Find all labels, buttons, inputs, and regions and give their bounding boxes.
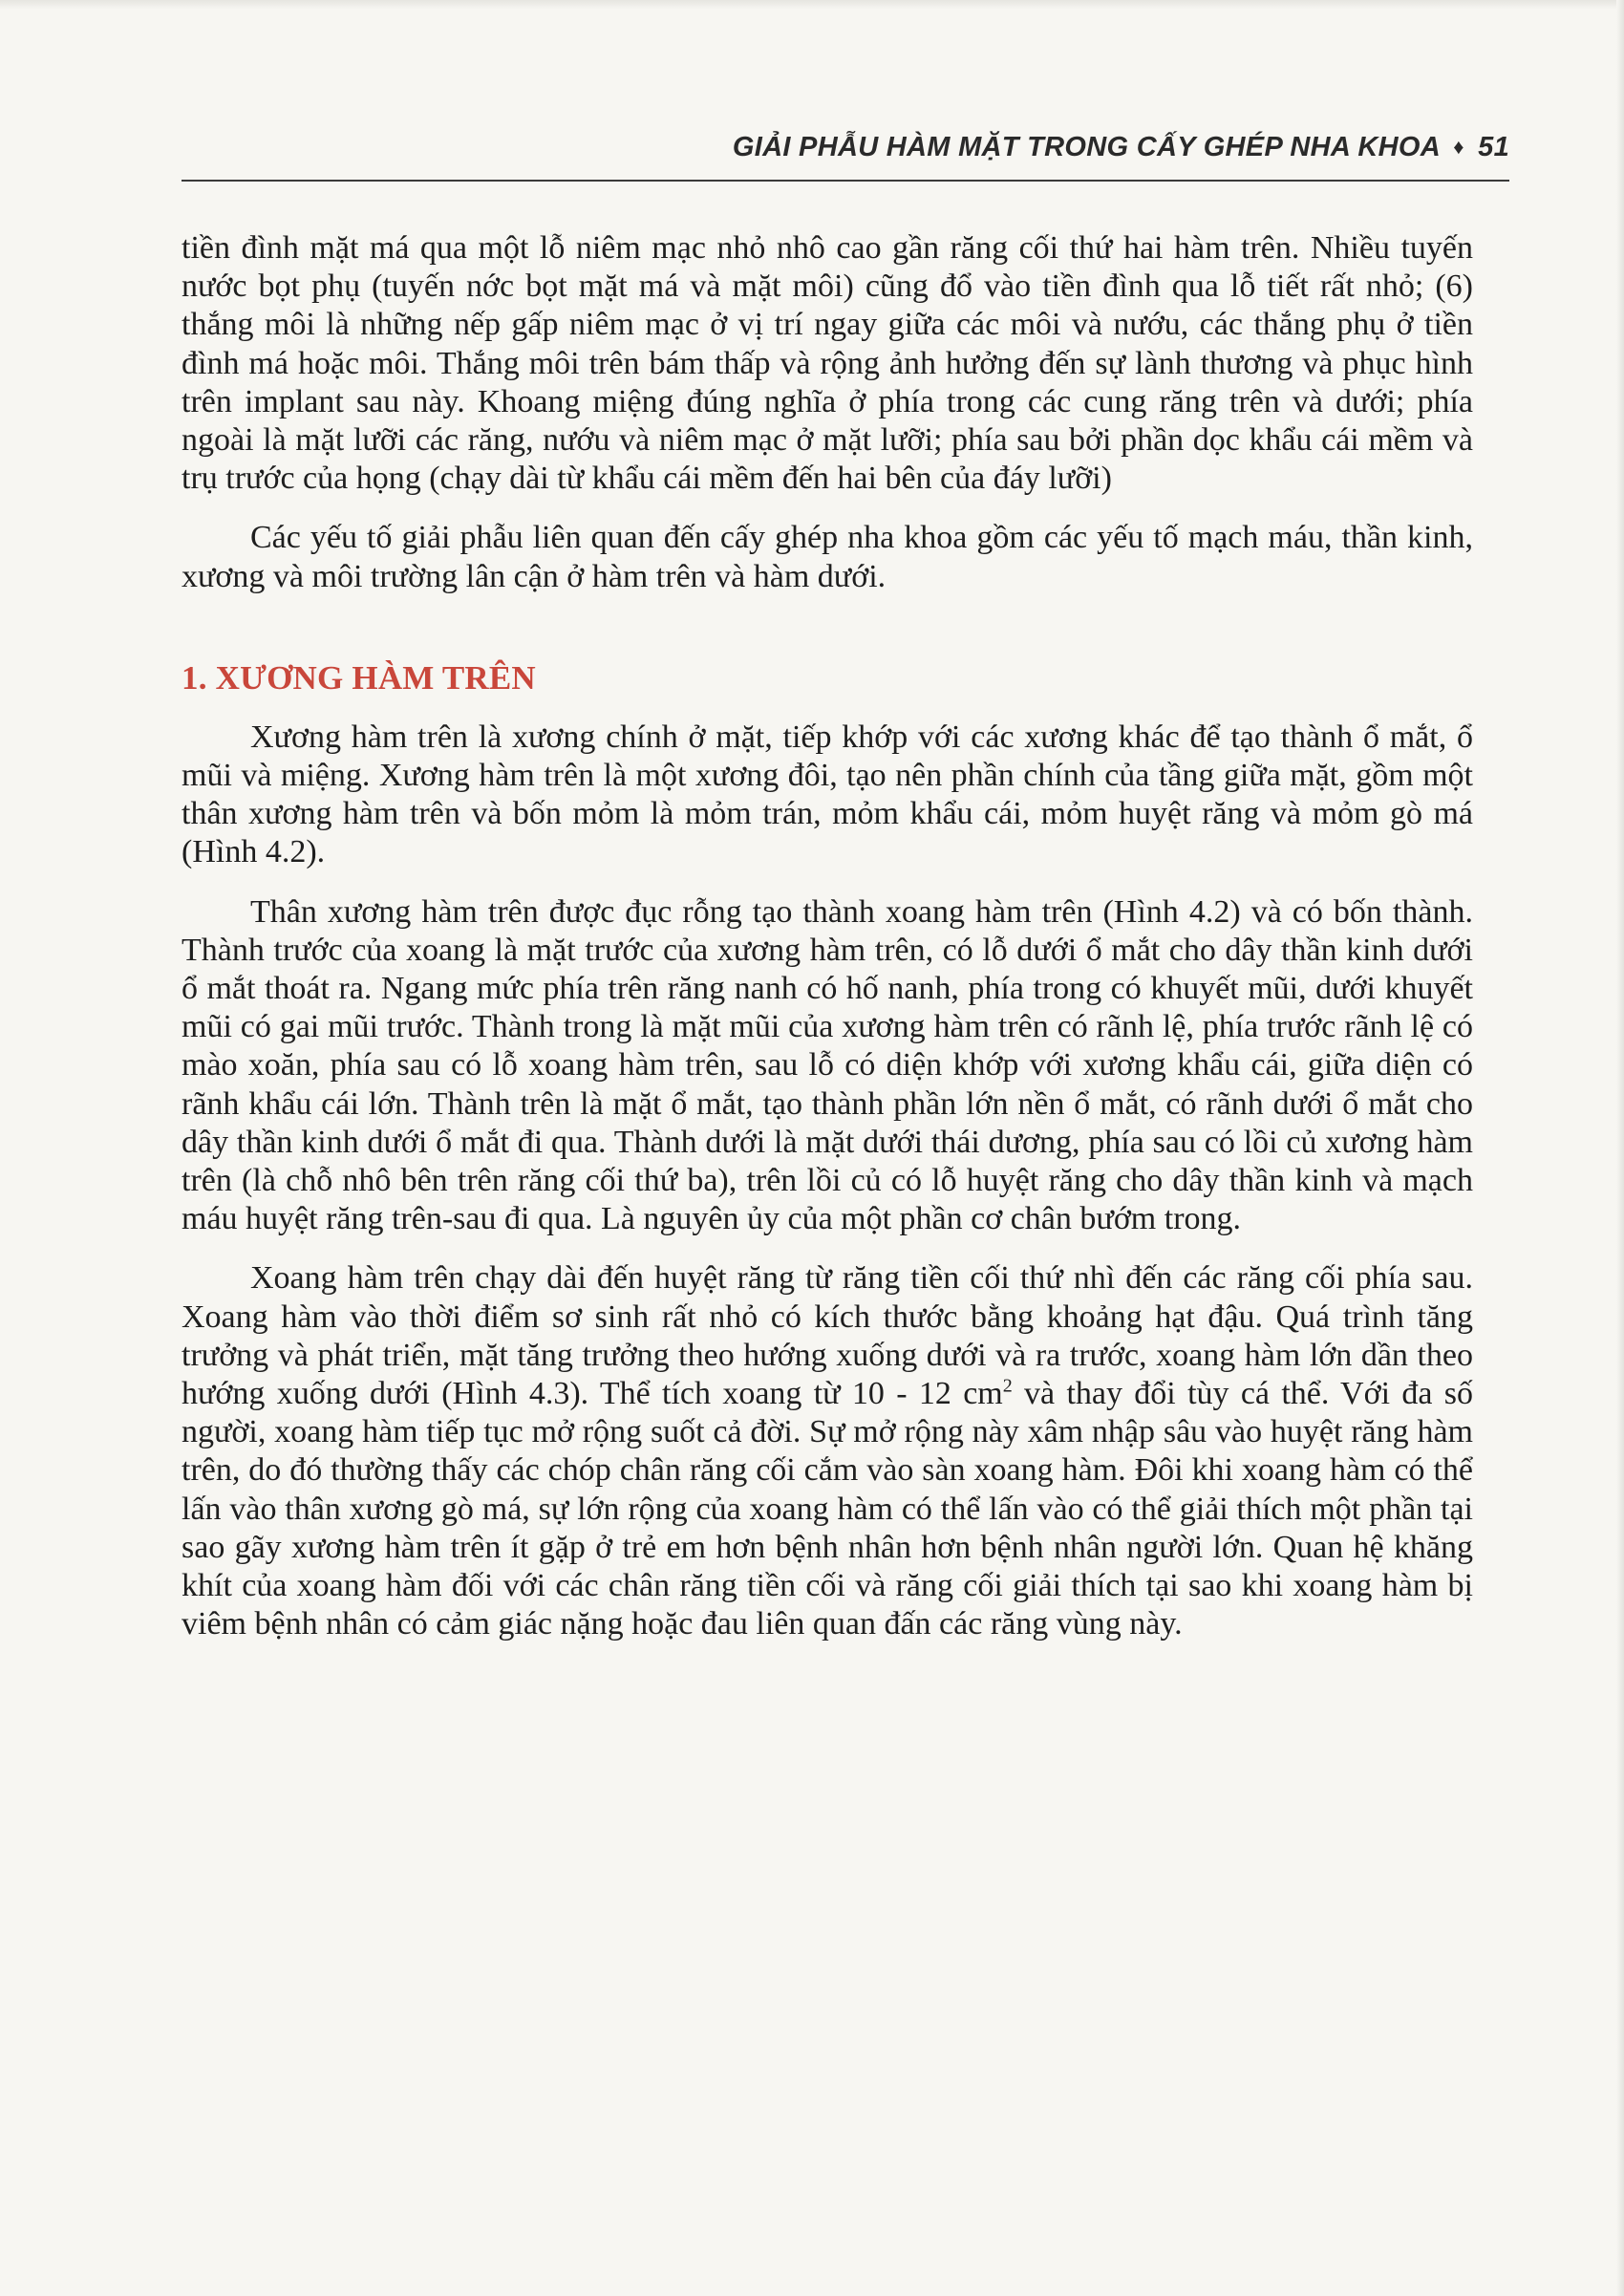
- section-paragraph-1: Xương hàm trên là xương chính ở mặt, tiếp khớp với các xương khác để tạo thành ổ mắt, ổ mũi và miệng. Xương hàm trên là một xương đôi, tạo nên phần chính của tầng giữa mặt, gồm một thân xương hàm trên và bốn mỏm là mỏm trán, mỏm khẩu cái, mỏm huyệt răng và mỏm gò má (Hình 4.2).: [182, 719, 1473, 870]
- scan-edge-top: [0, 0, 1624, 10]
- section-paragraph-2: Thân xương hàm trên được đục rỗng tạo thành xoang hàm trên (Hình 4.2) và có bốn thành. Thành trước của xoang là mặt trước của xương hàm trên, có lỗ dưới ổ mắt cho dây thần kinh dưới ổ mắt thoát ra. Ngang mức phía trên răng nanh có hố nanh, phía trong có khuyết mũi, dưới khuyết mũi có gai mũi trước. Thành trong là mặt mũi của xương hàm trên có rãnh lệ, phía trước rãnh lệ có mào xoăn, phía sau có lỗ xoang hàm trên, sau lỗ có diện khớp với xương khẩu cái, giữa diện có rãnh khẩu cái lớn. Thành trên là mặt ổ mắt, tạo thành phần lớn nền ổ mắt, có rãnh dưới ổ mắt cho dây thần kinh dưới ổ mắt đi qua. Thành dưới là mặt dưới thái dương, phía sau có lồi củ xương hàm trên (là chỗ nhô bên trên răng cối thứ ba), trên lồi củ có lỗ huyệt răng cho dây thần kinh và mạch máu huyệt răng trên-sau đi qua. Là nguyên ủy của một phần cơ chân bướm trong.: [182, 893, 1473, 1237]
- sinus-paragraph-text-1: Xoang hàm trên chạy dài đến huyệt răng từ răng tiền cối thứ nhì đến các răng cối phía sau. Xoang hàm vào thời điểm sơ sinh rất nhỏ có kích thước bằng khoảng hạt đậu. Quá trình tăng trưởng và phát triển, mặt tăng trưởng theo hướng xuống dưới và ra trước, xoang hàm lớn dần theo hướng xuống dưới (Hình 4.3). Thể tích xoang từ 10 - 12 cm: [182, 1260, 1473, 1412]
- intro-paragraph-1: tiền đình mặt má qua một lỗ niêm mạc nhỏ nhô cao gần răng cối thứ hai hàm trên. Nhiều tuyến nước bọt phụ (tuyến nớc bọt mặt má và mặt môi) cũng đổ vào tiền đình qua lỗ tiết rất nhỏ; (6) thắng môi là những nếp gấp niêm mạc ở vị trí ngay giữa các môi và nướu, các thắng phụ ở tiền đình má hoặc môi. Thắng môi trên bám thấp và rộng ảnh hưởng đến sự lành thương và phục hình trên implant sau này. Khoang miệng đúng nghĩa ở phía trong các cung răng trên và dưới; phía ngoài là mặt lưỡi các răng, nướu và niêm mạc ở mặt lưỡi; phía sau bởi phần dọc khẩu cái mềm và trụ trước của họng (chạy dài từ khẩu cái mềm đến hai bên của đáy lưỡi): [182, 230, 1473, 497]
- page-number: 51: [1478, 132, 1509, 162]
- intro-paragraph-2: Các yếu tố giải phẫu liên quan đến cấy ghép nha khoa gồm các yếu tố mạch máu, thần kinh, xương và môi trường lân cận ở hàm trên và hàm dưới.: [182, 520, 1473, 594]
- superscript-2: 2: [1002, 1375, 1013, 1397]
- sinus-paragraph-text-2: và thay đổi tùy cá thể. Với đa số người, xoang hàm tiếp tục mở rộng suốt cả đời. Sự mở rộng này xâm nhập sâu vào huyệt răng hàm trên, do đó thường thấy các chóp chân răng cối cắm vào sàn xoang hàm. Đôi khi xoang hàm có thể lấn vào thân xương gò má, sự lớn rộng của xoang hàm có thể lấn vào có thể giải thích một phần tại sao gãy xương hàm trên ít gặp ở trẻ em hơn bệnh nhân hơn bệnh nhân người lớn. Quan hệ khăng khít của xoang hàm đối với các chân răng tiền cối và răng cối giải thích tại sao khi xoang hàm bị viêm bệnh nhân có cảm giác nặng hoặc đau liên quan đấn các răng vùng này.: [182, 1376, 1473, 1642]
- section-heading: 1. XƯƠNG HÀM TRÊN: [182, 658, 536, 697]
- scan-edge-right: [1616, 0, 1624, 2296]
- page-body: [182, 229, 1473, 1665]
- running-header: [182, 126, 1509, 182]
- section-paragraph-3: [182, 1259, 1473, 1643]
- header-diamond-icon: ♦: [1453, 135, 1464, 159]
- header-title: GIẢI PHẪU HÀM MẶT TRONG CẤY GHÉP NHA KHOA: [732, 132, 1440, 162]
